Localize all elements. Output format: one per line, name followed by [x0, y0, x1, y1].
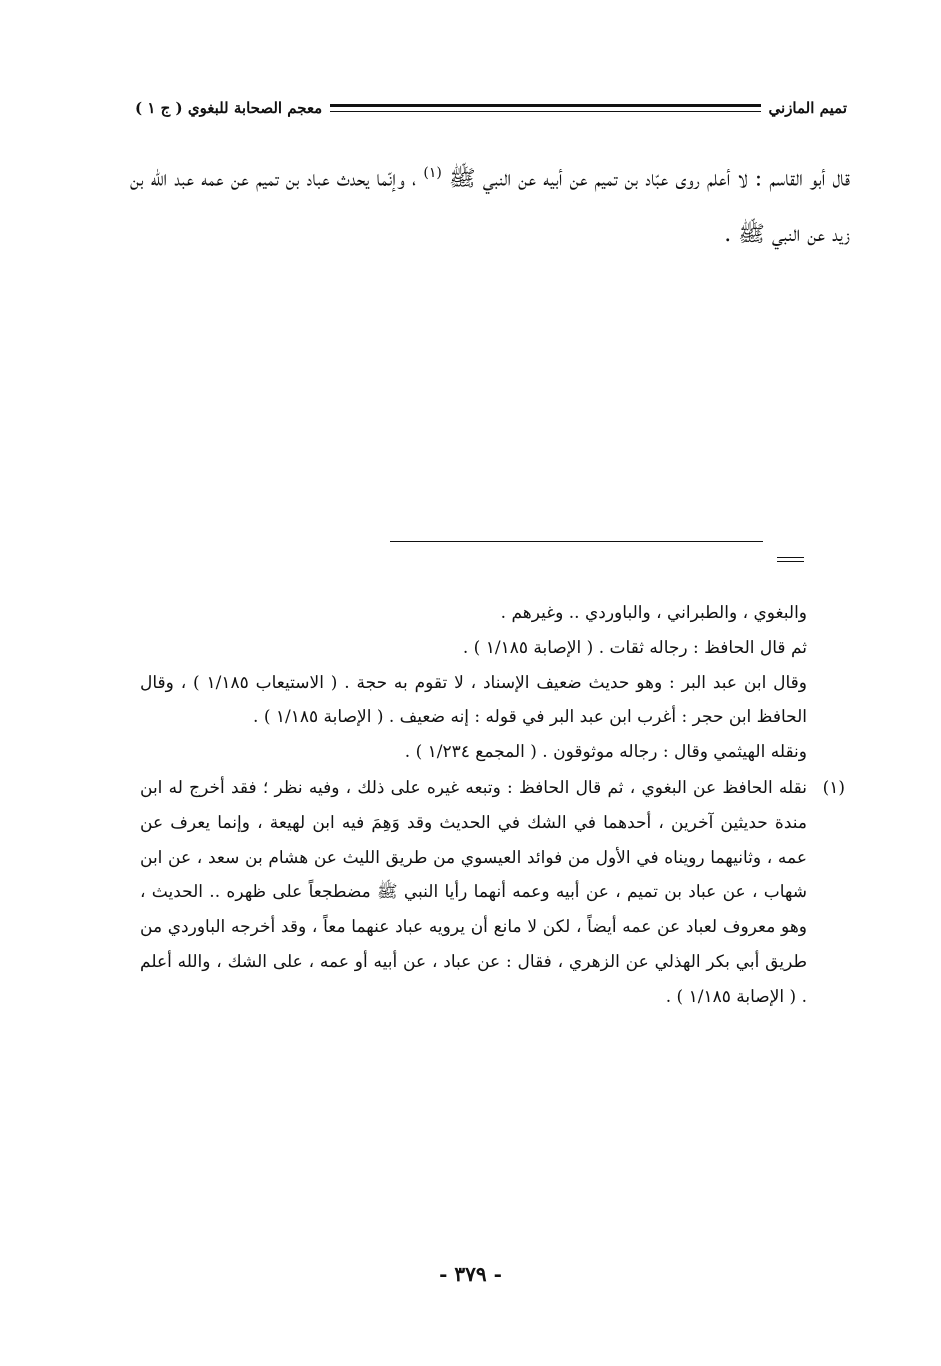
footnote-reference: (١): [423, 165, 442, 181]
footnote-line: والبغوي ، والطبراني ، والباوردي .. وغيرهم .: [500, 603, 807, 623]
main-paragraph: [130, 145, 850, 263]
footnote-text: نقله الحافظ عن البغوي ، ثم قال الحافظ : وتبعه غيره على ذلك ، وفيه نظر ؛ فقد أخرج له ابن مندة حديثين آخرين ، أحدهما في الشك في الحديث وقد وَهِمَ فيه ابن لهيعة ، وإنما يعرف عن عمه ، وثانيهما رويناه في الأول من فوائد العيسوي من طريق الليث عن هشام بن سعد ، عن ابن شهاب ، عن عباد بن تميم ، عن أبيه وعمه أنهما رأيا النبي ﷺ مضطجعاً على ظهره .. الحديث ، وهو معروف لعباد عن عمه أيضاً ، لكن لا مانع أن يرويه عباد عنهما معاً ، وقد أخرجه الباوردي من طريق أبي بكر الهذلي عن الزهري ، فقال : عن عباد ، عن أبيه أو عمه ، على الشك ، والله أعلم . ( الإصابة ١/١٨٥ ) .: [140, 777, 807, 1007]
footnote-number: (١): [822, 777, 845, 798]
continued-footnote: [140, 596, 845, 770]
book-title: معجم الصحابة للبغوي ( ج ١ ): [135, 99, 323, 117]
footnote-separator-mark: [777, 557, 804, 562]
footnotes: [140, 596, 845, 1015]
footnote-line: ونقله الهيثمي وقال : رجاله موثوقون . ( المجمع ١/٢٣٤ ) .: [404, 742, 807, 763]
page-number: - ٣٧٩ -: [439, 1262, 502, 1286]
main-text-part1: قال أبو القاسم : لا أعلم روى عبّاد بن تميم عن أبيه عن النبي ﷺ: [448, 166, 850, 192]
main-text: [130, 145, 850, 263]
section-title: تميم المازني: [768, 99, 847, 117]
footnote-1: [140, 771, 845, 1015]
main-text-part2: ، وإنّما يحدث عباد بن تميم عن عمه عبد الله بن زيد عن النبي ﷺ .: [130, 166, 850, 248]
running-header: [135, 95, 847, 121]
footnote-separator: [390, 541, 763, 542]
footnote-line: ثم قال الحافظ : رجاله ثقات . ( الإصابة ١/١٨٥ ) .: [462, 637, 807, 658]
footnote-line: وقال ابن عبد البر : وهو حديث ضعيف الإسناد ، لا تقوم به حجة . ( الاستيعاب ١/١٨٥ ) ، وقال الحافظ ابن حجر : أغرب ابن عبد البر في قوله : إنه ضعيف . ( الإصابة ١/١٨٥ ) .: [140, 672, 807, 728]
header-rule: [330, 104, 760, 112]
